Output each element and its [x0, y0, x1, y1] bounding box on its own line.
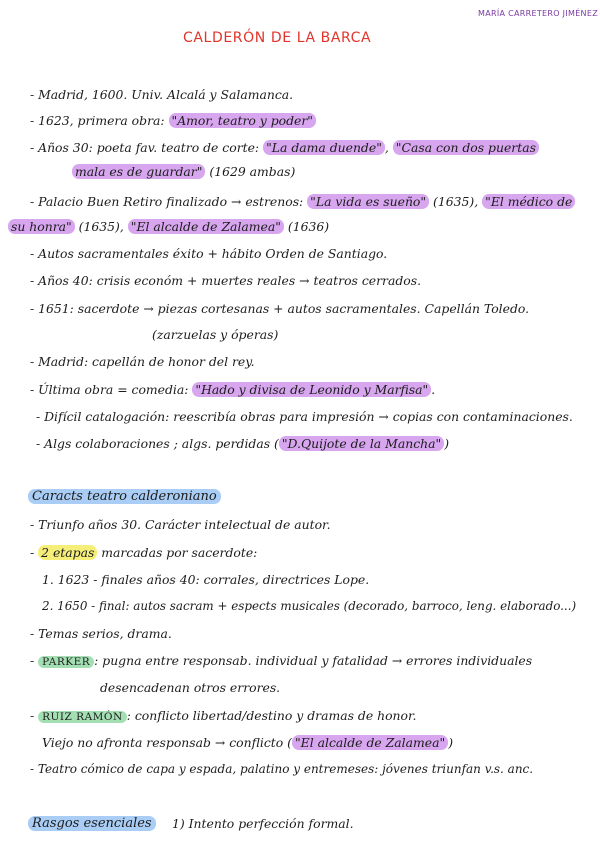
- note-line: - 1623, primera obra: "Amor, teatro y poder": [30, 112, 316, 129]
- author-name: MARÍA CARRETERO JIMÉNEZ: [478, 9, 598, 18]
- highlight-critic: RUIZ RAMÓN: [38, 711, 127, 723]
- note-line: - Madrid, 1600. Univ. Alcalá y Salamanca.: [30, 87, 294, 102]
- highlight-work-title: "Hado y divisa de Leonido y Marfisa": [192, 382, 431, 397]
- highlight-work-title: "El médico de: [482, 194, 575, 209]
- note-line: Viejo no afronta responsab → conflicto ( "El alcalde de Zalamea" ): [42, 735, 454, 750]
- note-line: - Algs colaboraciones ; algs. perdidas ( "D.Quijote de la Mancha" ): [36, 436, 450, 451]
- highlight-work-title: mala es de guardar": [72, 164, 205, 179]
- note-line: su honra" (1635), "El alcalde de Zalamea" (1636): [8, 218, 329, 235]
- page-title: CALDERÓN DE LA BARCA: [183, 30, 372, 46]
- note-line: - Autos sacramentales éxito + hábito Orden de Santiago.: [30, 246, 388, 261]
- note-line: - 2 etapas marcadas por sacerdote:: [30, 545, 258, 560]
- note-line: 2. 1650 - final: autos sacram + espects musicales (decorado, barroco, leng. elaborado...): [42, 599, 577, 613]
- note-line: - Años 40: crisis económ + muertes reales → teatros cerrados.: [30, 273, 422, 288]
- note-line: - 1651: sacerdote → piezas cortesanas + autos sacramentales. Capellán Toledo.: [30, 301, 530, 316]
- note-line: - PARKER : pugna entre responsab. individual y fatalidad → errores individuales: [30, 653, 533, 668]
- note-line: - Años 30: poeta fav. teatro de corte: "La dama duende" , "Casa con dos puertas: [30, 139, 539, 156]
- section-heading: Caracts teatro calderoniano: [28, 488, 221, 505]
- note-line: desencadenan otros errores.: [100, 680, 281, 695]
- note-line: - Triunfo años 30. Carácter intelectual de autor.: [30, 517, 331, 532]
- highlight-critic: PARKER: [38, 656, 94, 668]
- note-line: mala es de guardar" (1629 ambas): [72, 163, 295, 180]
- note-line: - Madrid: capellán de honor del rey.: [30, 354, 255, 369]
- note-line: - Temas serios, drama.: [30, 626, 172, 641]
- note-line: 1) Intento perfección formal.: [172, 816, 354, 831]
- note-line: - Difícil catalogación: reescribía obras para impresión → copias con contaminaciones.: [36, 409, 573, 424]
- highlight-keyword: 2 etapas: [38, 545, 97, 560]
- note-line: - RUIZ RAMÓN : conflicto libertad/destino y dramas de honor.: [30, 708, 417, 723]
- section-heading: Rasgos esenciales: [28, 815, 156, 832]
- highlight-work-title: "El alcalde de Zalamea": [292, 735, 448, 750]
- highlight-work-title: "El alcalde de Zalamea": [128, 219, 284, 234]
- highlight-work-title: "Casa con dos puertas: [393, 140, 539, 155]
- highlight-work-title: "D.Quijote de la Mancha": [279, 436, 444, 451]
- highlight-work-title: "La dama duende": [263, 140, 385, 155]
- note-line: (zarzuelas y óperas): [152, 327, 279, 342]
- note-line: 1. 1623 - finales años 40: corrales, directrices Lope.: [42, 572, 370, 587]
- note-line: - Palacio Buen Retiro finalizado → estrenos: "La vida es sueño" (1635), "El médico de: [30, 193, 575, 210]
- highlight-work-title: su honra": [8, 219, 75, 234]
- note-line: - Teatro cómico de capa y espada, palatino y entremeses: jóvenes triunfan v.s. anc.: [30, 762, 534, 776]
- highlight-work-title: "Amor, teatro y poder": [169, 113, 317, 128]
- highlight-work-title: "La vida es sueño": [307, 194, 429, 209]
- note-line: - Última obra = comedia: "Hado y divisa de Leonido y Marfisa" .: [30, 382, 436, 397]
